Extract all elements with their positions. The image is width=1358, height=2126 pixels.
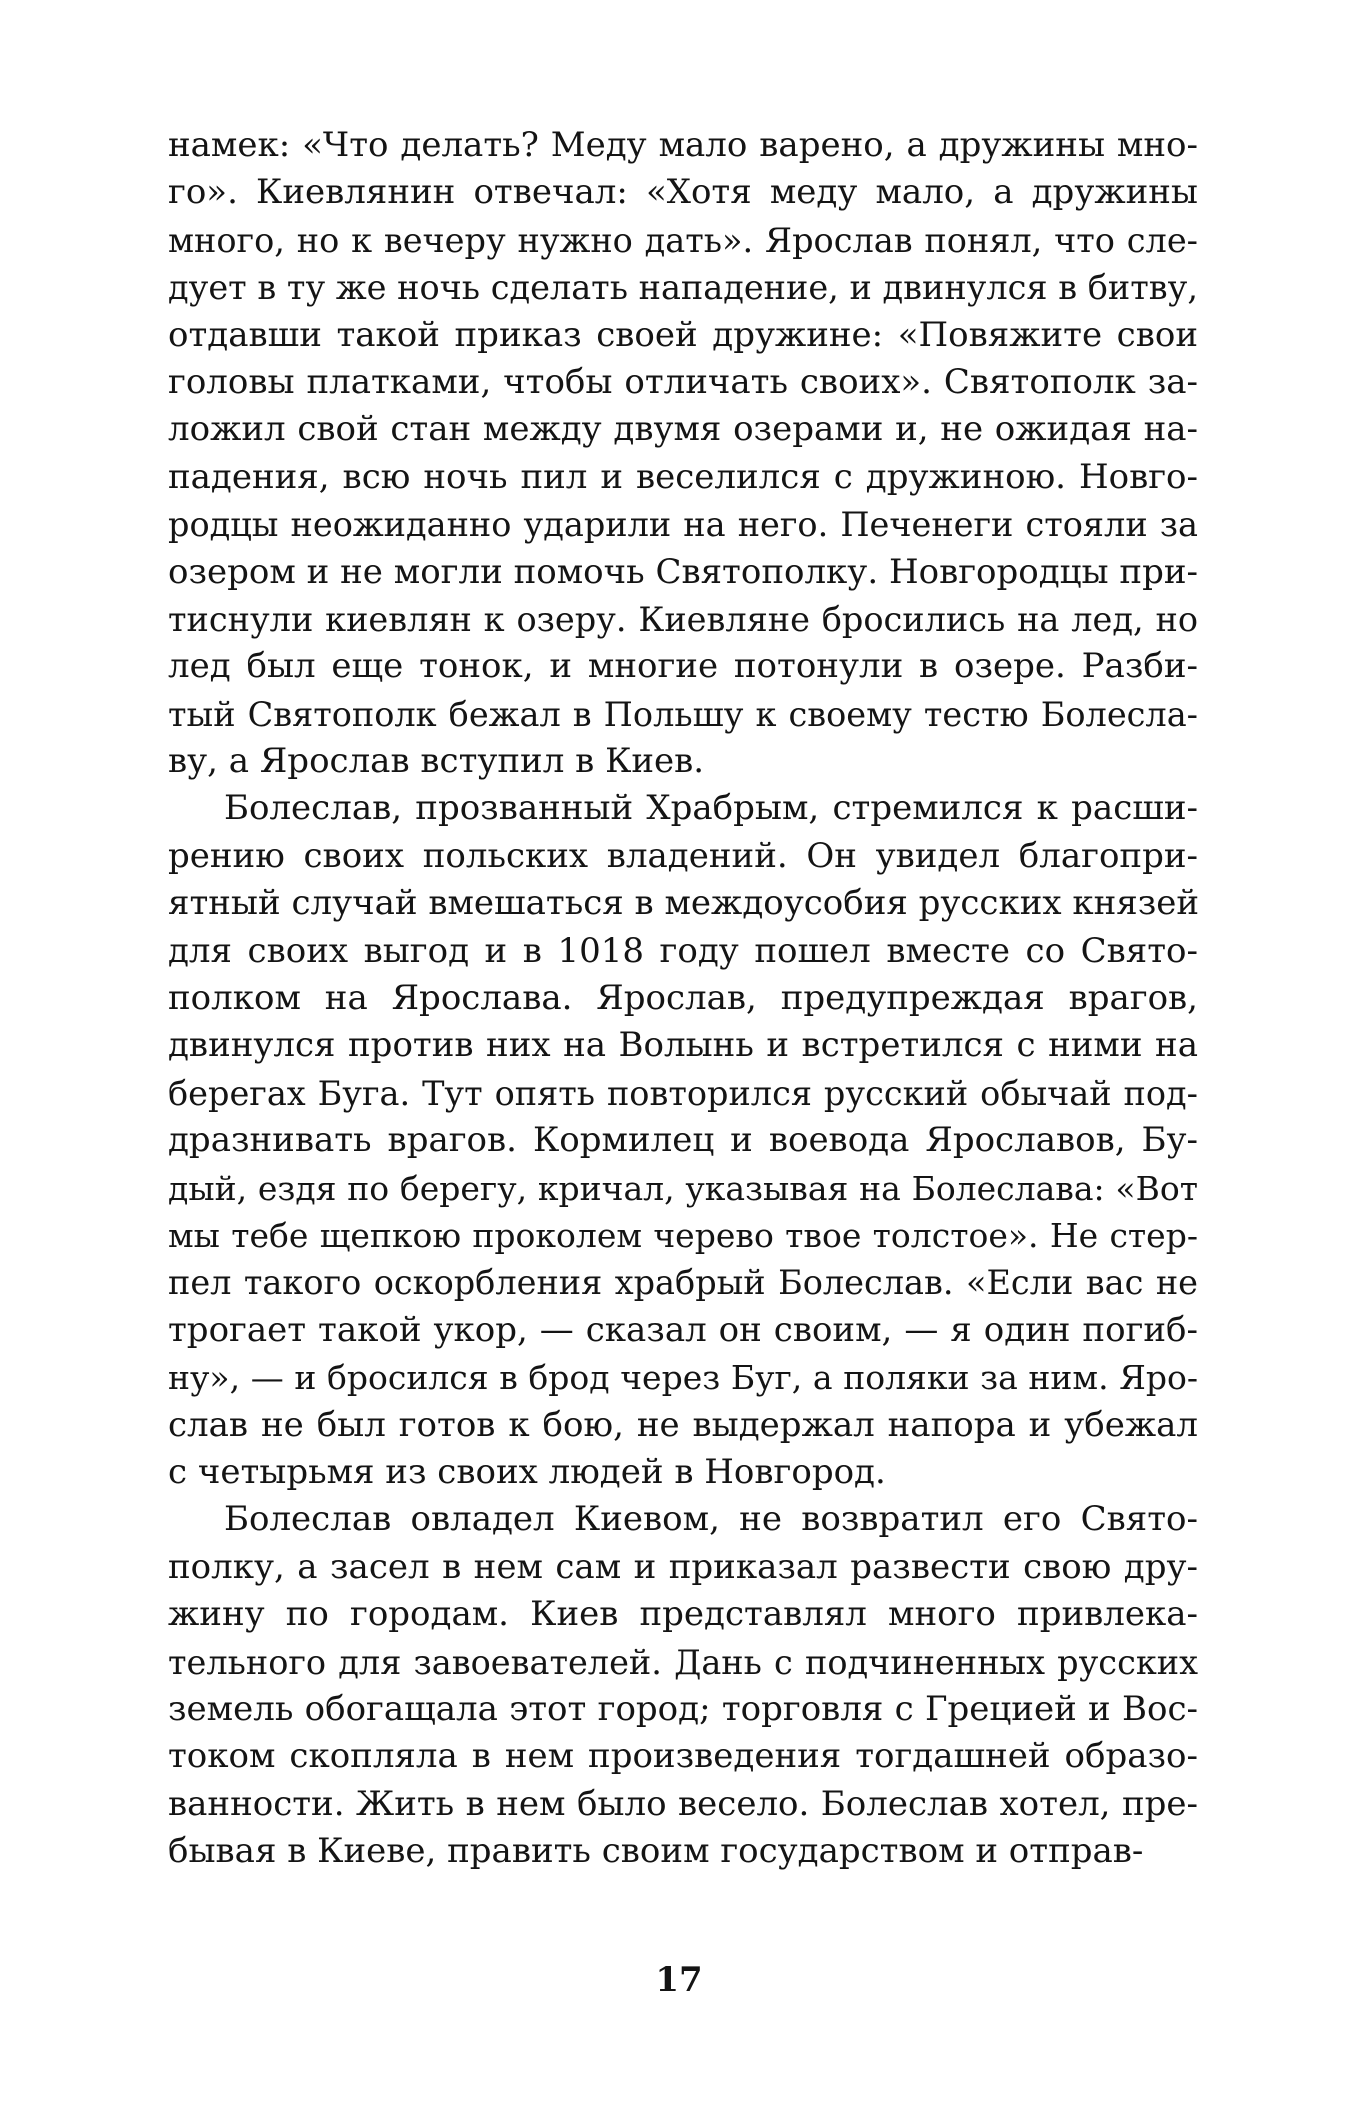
text-line: с четырьмя из своих людей в Новгород. bbox=[168, 1451, 886, 1492]
text-line: тый Святополк бежал в Польшу к своему тестю Болесла- bbox=[168, 694, 1198, 734]
text-line: земель обогащала этот город; торговля с Грецией и Вос- bbox=[168, 1688, 1198, 1729]
text-line: дразнивать врагов. Кормилец и воевода Ярославов, Бу- bbox=[168, 1120, 1198, 1161]
text-line: дует в ту же ночь сделать нападение, и двинулся в битву, bbox=[168, 268, 1198, 308]
text-line: дый, ездя по берегу, кричал, указывая на Болеслава: «Вот bbox=[168, 1168, 1198, 1208]
text-line: ложил свой стан между двумя озерами и, не ожидая на- bbox=[168, 409, 1198, 450]
text-line: рению своих польских владений. Он увидел благопри- bbox=[168, 835, 1198, 876]
text-line: ванности. Жить в нем было весело. Болеслав хотел, пре- bbox=[168, 1783, 1198, 1824]
text-line: родцы неожиданно ударили на него. Печенеги стояли за bbox=[168, 505, 1198, 545]
text-line: ну», — и бросился в брод через Буг, а поляки за ним. Яро- bbox=[168, 1358, 1198, 1398]
text-line: головы платками, чтобы отличать своих». Святополк за- bbox=[168, 361, 1198, 402]
text-line: двинулся против них на Волынь и встретился с ними на bbox=[168, 1025, 1198, 1066]
text-line: лед был еще тонок, и многие потонули в озере. Разби- bbox=[168, 646, 1198, 687]
text-line: пел такого оскорбления храбрый Болеслав. «Если вас не bbox=[168, 1263, 1198, 1303]
text-line: Болеслав овладел Киевом, не возвратил его Свято- bbox=[224, 1499, 1198, 1540]
text-line: Болеслав, прозванный Храбрым, стремился к расши- bbox=[224, 788, 1198, 829]
text-line: жину по городам. Киев представлял много привлека- bbox=[168, 1594, 1198, 1635]
text-line: берегах Буга. Тут опять повторился русский обычай под- bbox=[168, 1073, 1198, 1113]
text-line: током скопляла в нем произведения тогдашней образо- bbox=[168, 1736, 1198, 1777]
text-line: намек: «Что делать? Меду мало варено, а дружины мно- bbox=[168, 125, 1198, 165]
text-line: падения, всю ночь пил и веселился с дружиною. Новго- bbox=[168, 456, 1198, 497]
text-line: тиснули киевлян к озеру. Киевляне бросились на лед, но bbox=[168, 599, 1198, 639]
body-text bbox=[168, 122, 1198, 1875]
paragraph bbox=[168, 122, 1198, 785]
text-line: трогает такой укор, — сказал он своим, — я один погиб- bbox=[168, 1309, 1198, 1350]
text-line: полку, а засел в нем сам и приказал развести свою дру- bbox=[168, 1546, 1198, 1587]
text-line: много, но к вечеру нужно дать». Ярослав понял, что сле- bbox=[168, 220, 1198, 260]
text-line: бывая в Киеве, править своим государством и отправ- bbox=[168, 1831, 1144, 1872]
text-line: отдавши такой приказ своей дружине: «Повяжите свои bbox=[168, 314, 1198, 355]
text-line: ятный случай вмешаться в междоусобия русских князей bbox=[168, 883, 1200, 924]
text-line: ву, а Ярослав вступил в Киев. bbox=[168, 741, 705, 782]
paragraph bbox=[168, 1496, 1198, 1875]
paragraph bbox=[168, 785, 1198, 1496]
text-line: мы тебе щепкою проколем черево твое толстое». Не стер- bbox=[168, 1215, 1198, 1255]
text-line: озером и не могли помочь Святополку. Новгородцы при- bbox=[168, 551, 1198, 592]
text-line: слав не был готов к бою, не выдержал напора и убежал bbox=[168, 1404, 1198, 1445]
page-number: 17 bbox=[655, 1960, 703, 2000]
text-line: тельного для завоевателей. Дань с подчиненных русских bbox=[168, 1642, 1198, 1682]
text-line: го». Киевлянин отвечал: «Хотя меду мало, а дружины bbox=[168, 172, 1198, 213]
text-line: полком на Ярослава. Ярослав, предупреждая врагов, bbox=[168, 978, 1198, 1019]
text-line: для своих выгод и в 1018 году пошел вместе со Свято- bbox=[168, 930, 1198, 971]
